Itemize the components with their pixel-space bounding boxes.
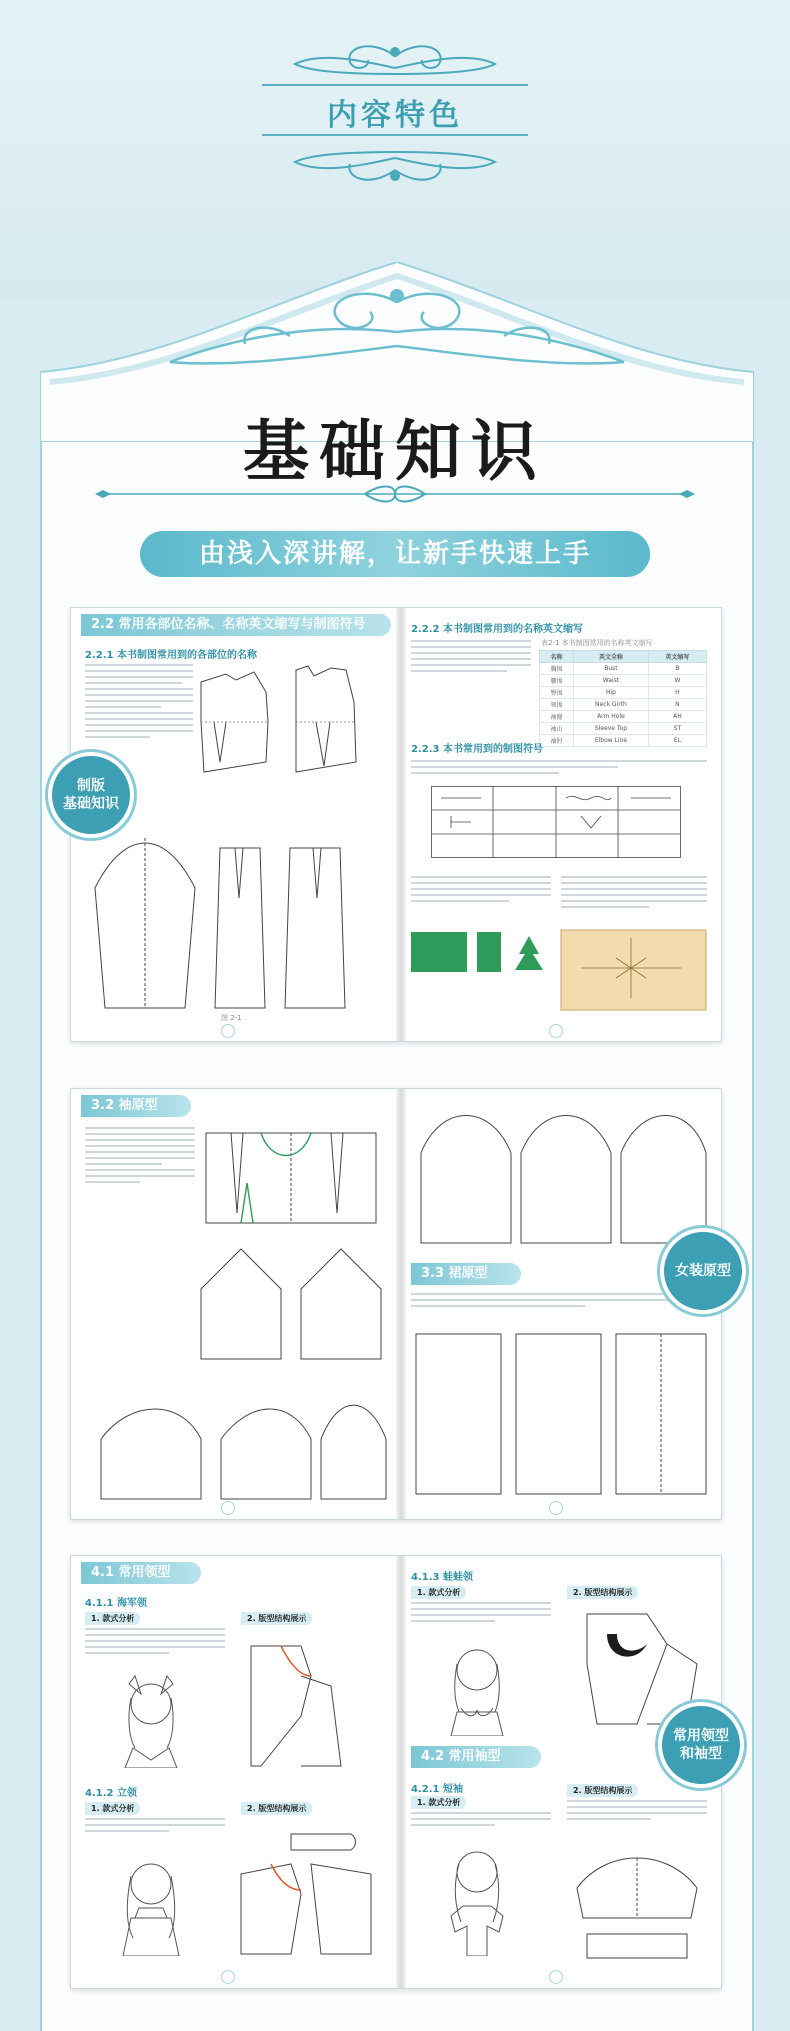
sleeve-prototype-steps-diagram <box>91 1239 391 1509</box>
badge-womens-prototype <box>660 1228 746 1314</box>
table-cell: H <box>648 687 706 699</box>
drafting-symbols-table <box>431 786 681 858</box>
book-spread-basics <box>70 607 722 1042</box>
skirt-prototype-diagram <box>411 1324 711 1504</box>
page-number-marker <box>549 1024 563 1038</box>
table-row <box>540 723 707 735</box>
girl-stand-collar-illustration <box>111 1846 191 1956</box>
table-cell: N <box>648 699 706 711</box>
body-text-block <box>85 664 193 742</box>
heading-2-2-1: 2.2.1 本书制图常用到的各部位的名称 <box>85 650 257 661</box>
table-cell: Neck Girth <box>574 699 649 711</box>
table-cell: Hip <box>574 687 649 699</box>
heading-4-1-1: 4.1.1 海军领 <box>85 1598 147 1609</box>
style-analysis-tag: 1. 款式分析 <box>411 1796 466 1809</box>
body-text-block <box>561 876 707 912</box>
section-band-4-1: 4.1 常用领型 <box>81 1562 201 1584</box>
badge-line: 常用领型 <box>673 1728 729 1744</box>
body-text-block <box>85 1628 225 1658</box>
pattern-structure-tag: 2. 版型结构展示 <box>567 1586 638 1599</box>
badge-line: 女装原型 <box>675 1263 731 1279</box>
badge-basics <box>48 752 134 838</box>
table-cell: 袖窿 <box>540 711 574 723</box>
badge-collars-sleeves <box>658 1702 744 1788</box>
table-cell: B <box>648 663 706 675</box>
book-spread-collars-sleeves <box>70 1555 722 1989</box>
body-text-block <box>411 760 707 778</box>
table-row <box>540 663 707 675</box>
table-cell: Bust <box>574 663 649 675</box>
sleeve-skirt-pattern-diagram <box>85 828 385 1018</box>
table-cell: Sleeve Top <box>574 723 649 735</box>
style-analysis-tag: 1. 款式分析 <box>411 1586 466 1599</box>
heading-4-1-2: 4.1.2 立领 <box>85 1788 137 1799</box>
table-row <box>540 711 707 723</box>
section-band-3-3: 3.3 裙原型 <box>411 1263 521 1285</box>
page-number-marker <box>549 1970 563 1984</box>
table-cell: 袖山 <box>540 723 574 735</box>
sailor-collar-pattern-diagram <box>241 1636 381 1776</box>
heading-4-1-3: 4.1.3 蛙蛙领 <box>411 1572 473 1583</box>
table-row <box>540 675 707 687</box>
section-band-3-2: 3.2 袖原型 <box>81 1095 191 1117</box>
header-line-top <box>262 84 528 86</box>
table-cell: 袖肘 <box>540 735 574 747</box>
section-header-title: 内容特色 <box>327 98 463 133</box>
body-text-block <box>411 1602 551 1626</box>
book-fold <box>396 1089 406 1519</box>
sleeve-cap-diagram <box>411 1103 711 1253</box>
page-number-marker <box>221 1024 235 1038</box>
table-header-cell: 英文缩写 <box>648 651 706 663</box>
table-title: 表2-1 本书制图常用的名称英文缩写 <box>541 639 653 647</box>
hero-title: 基础知识 <box>243 412 547 490</box>
table-header-cell: 英文全称 <box>574 651 649 663</box>
girl-short-sleeve-illustration <box>437 1836 517 1956</box>
pattern-structure-tag: 2. 版型结构展示 <box>567 1784 638 1797</box>
title-divider-icon <box>95 484 695 504</box>
body-text-block <box>85 1818 225 1836</box>
girl-sailor-collar-illustration <box>111 1668 191 1768</box>
table-header-cell: 名称 <box>540 651 574 663</box>
body-text-block <box>411 1293 701 1311</box>
bodice-pattern-diagram <box>196 662 381 782</box>
table-cell: ST <box>648 723 706 735</box>
table-cell: Elbow Line <box>574 735 649 747</box>
table-cell: EL <box>648 735 706 747</box>
table-cell: 胸围 <box>540 663 574 675</box>
body-text-block <box>411 640 531 676</box>
heading-4-2-1: 4.2.1 短袖 <box>411 1784 463 1795</box>
style-analysis-tag: 1. 款式分析 <box>85 1802 140 1815</box>
fabric-grain-illustration <box>411 928 711 1018</box>
header-line-bottom <box>262 134 528 136</box>
girl-peter-pan-collar-illustration <box>437 1636 517 1736</box>
abbreviation-table <box>539 650 707 747</box>
book-fold <box>396 608 406 1041</box>
pattern-structure-tag: 2. 版型结构展示 <box>241 1612 312 1625</box>
table-cell: Waist <box>574 675 649 687</box>
short-sleeve-pattern-diagram <box>567 1848 707 1968</box>
section-band-4-2: 4.2 常用袖型 <box>411 1746 541 1768</box>
badge-line: 基础知识 <box>63 796 119 812</box>
heading-2-2-3: 2.2.3 本书常用到的制图符号 <box>411 744 543 755</box>
table-row <box>540 687 707 699</box>
stand-collar-pattern-diagram <box>231 1824 381 1964</box>
hero-subtitle-pill: 由浅入深讲解，让新手快速上手 <box>140 531 650 577</box>
table-row <box>540 699 707 711</box>
heading-2-2-2: 2.2.2 本书制图常用到的名称英文缩写 <box>411 624 583 635</box>
style-analysis-tag: 1. 款式分析 <box>85 1612 140 1625</box>
table-cell: AH <box>648 711 706 723</box>
book-spread-prototype <box>70 1088 722 1520</box>
bodice-prototype-diagram <box>201 1123 386 1233</box>
table-cell: 腰围 <box>540 675 574 687</box>
body-text-block <box>411 1812 551 1830</box>
table-cell: 领围 <box>540 699 574 711</box>
page-number-marker <box>549 1501 563 1515</box>
page-number-marker <box>221 1970 235 1984</box>
figure-caption: 图 2-1 <box>221 1014 242 1022</box>
table-row <box>540 735 707 747</box>
body-text-block <box>411 876 551 906</box>
body-text-block <box>85 1127 195 1187</box>
table-cell: 臀围 <box>540 687 574 699</box>
book-fold <box>396 1556 406 1988</box>
badge-line: 制版 <box>77 778 105 794</box>
badge-line: 和袖型 <box>680 1746 722 1762</box>
page-number-marker <box>221 1501 235 1515</box>
pattern-structure-tag: 2. 版型结构展示 <box>241 1802 312 1815</box>
body-text-block <box>567 1800 707 1824</box>
table-cell: W <box>648 675 706 687</box>
table-cell: Arm Hole <box>574 711 649 723</box>
section-band-2-2: 2.2 常用各部位名称、名称英文缩写与制图符号 <box>81 614 391 636</box>
